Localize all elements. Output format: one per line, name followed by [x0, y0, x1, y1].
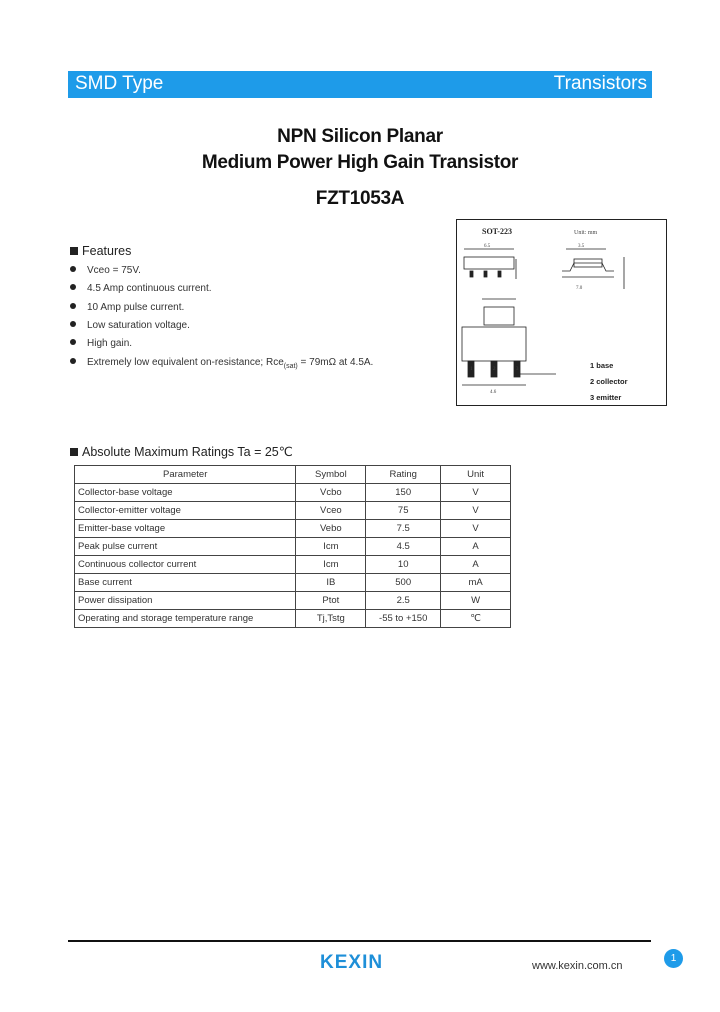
- footer-url[interactable]: www.kexin.com.cn: [532, 960, 623, 972]
- package-top-view-icon: [464, 249, 516, 279]
- bullet-icon: [70, 321, 76, 327]
- package-name: SOT-223: [482, 227, 512, 236]
- page-number: 1: [664, 949, 683, 968]
- title-line2: Medium Power High Gain Transistor: [201, 152, 519, 173]
- title-line1: NPN Silicon Planar: [277, 126, 443, 147]
- bullet-icon: [70, 303, 76, 309]
- footer-divider: [68, 940, 651, 942]
- ratings-heading: Absolute Maximum Ratings Ta = 25℃: [70, 444, 293, 459]
- bullet-icon: [70, 339, 76, 345]
- pin-label-base: 1 base: [590, 361, 614, 370]
- pin-label-emitter: 3 emitter: [590, 393, 622, 402]
- table-row: Operating and storage temperature range Tj,Tstg -55 to +150 ℃: [75, 610, 511, 628]
- table-row: Collector-emitter voltage Vceo 75 V: [75, 502, 511, 520]
- table-row: Collector-base voltage Vcbo 150 V: [75, 484, 511, 502]
- feature-item: High gain.: [70, 338, 132, 349]
- col-parameter: Parameter: [75, 466, 296, 484]
- square-bullet-icon: [70, 247, 78, 255]
- bullet-icon: [70, 358, 76, 364]
- feature-item: 4.5 Amp continuous current.: [70, 283, 212, 294]
- package-unit: Unit: mm: [574, 230, 598, 236]
- pin-label-collector: 2 collector: [590, 377, 628, 386]
- table-row: Base current IB 500 mA: [75, 574, 511, 592]
- feature-item: 10 Amp pulse current.: [70, 302, 184, 313]
- feature-item-resistance: Extremely low equivalent on-resistance; Rce$_{(sat)}$ = 79mΩ at 4.5A.: [70, 357, 373, 370]
- svg-text:4.6: 4.6: [490, 390, 497, 395]
- svg-text:3: 3: [516, 367, 519, 372]
- square-bullet-icon: [70, 448, 78, 456]
- package-front-view-icon: [462, 299, 556, 385]
- svg-text:7.0: 7.0: [576, 286, 583, 291]
- table-row: Continuous collector current Icm 10 A: [75, 556, 511, 574]
- table-row: Power dissipation Ptot 2.5 W: [75, 592, 511, 610]
- feature-item: Vceo = 75V.: [70, 265, 141, 276]
- col-symbol: Symbol: [296, 466, 366, 484]
- kexin-logo: KEXIN: [320, 952, 384, 973]
- col-unit: Unit: [441, 466, 511, 484]
- bullet-icon: [70, 284, 76, 290]
- table-header-row: [75, 466, 511, 484]
- package-outline-drawing: [456, 219, 667, 406]
- feature-item: Low saturation voltage.: [70, 320, 190, 331]
- header-left: SMD Type: [75, 73, 164, 94]
- svg-text:2: 2: [493, 367, 496, 372]
- package-side-view-icon: [562, 249, 624, 289]
- ratings-table: [74, 465, 511, 628]
- svg-text:3.5: 3.5: [578, 244, 585, 249]
- header-right: Transistors: [553, 73, 647, 94]
- header-banner: [68, 71, 652, 98]
- bullet-icon: [70, 266, 76, 272]
- table-row: Emitter-base voltage Vebo 7.5 V: [75, 520, 511, 538]
- svg-text:1: 1: [470, 367, 473, 372]
- part-number: FZT1053A: [315, 188, 405, 209]
- svg-text:6.5: 6.5: [484, 244, 491, 249]
- features-heading: Features: [70, 244, 131, 258]
- table-row: Peak pulse current Icm 4.5 A: [75, 538, 511, 556]
- col-rating: Rating: [366, 466, 441, 484]
